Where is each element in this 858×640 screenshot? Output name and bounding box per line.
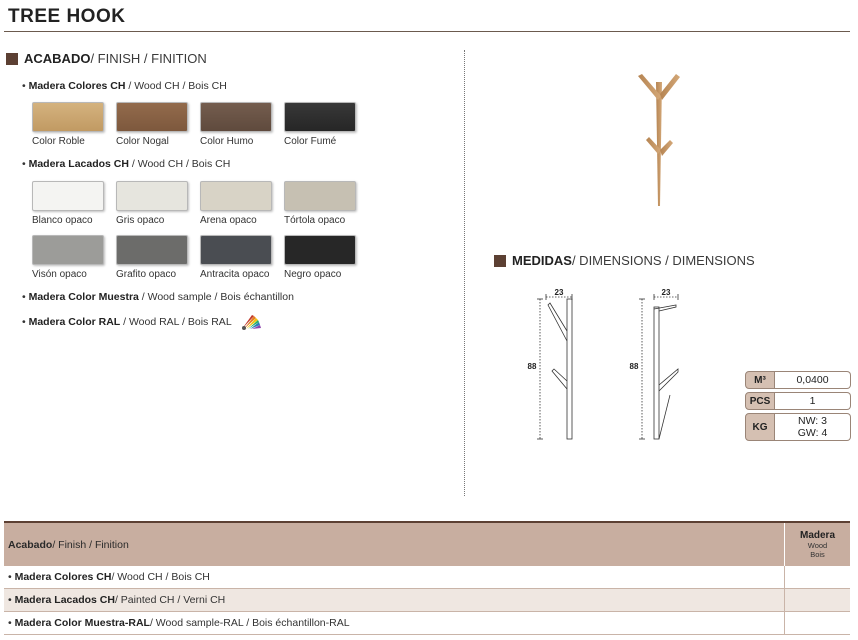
table-cell: • Madera Color Muestra-RAL / Wood sample-RAL / Bois échantillon-RAL — [8, 617, 350, 629]
dimensions-heading — [494, 253, 755, 268]
dimensions-heading-bold: MEDIDAS — [512, 253, 572, 268]
finish-heading — [6, 51, 207, 66]
table-cell-wood — [784, 589, 850, 611]
ral-bullet: • Madera Color RAL / Wood RAL / Bois RAL — [22, 316, 232, 328]
page-title: TREE HOOK — [8, 6, 126, 27]
swatch-blanco-opaco[interactable] — [32, 181, 106, 226]
finish-heading-bold: ACABADO — [24, 51, 91, 66]
ral-color-fan-icon — [240, 311, 264, 331]
table-header — [4, 523, 850, 566]
section-square-icon — [494, 255, 506, 267]
swatch-color-roble[interactable] — [32, 102, 106, 147]
spec-table — [745, 371, 851, 444]
spec-row-kg — [745, 413, 851, 441]
row-rest: / Painted CH / Verni CH — [114, 594, 226, 606]
spec-value — [775, 413, 851, 441]
swatch-label: Gris opaco — [116, 215, 165, 226]
table-cell: • Madera Colores CH / Wood CH / Bois CH — [8, 571, 210, 583]
dimension-drawing — [520, 285, 700, 445]
sample-bullet: • Madera Color Muestra / Wood sample / Bois échantillon — [22, 291, 294, 303]
table-header-finish — [4, 523, 784, 566]
spec-value-line: 0,0400 — [796, 374, 829, 386]
dimensions-heading-rest: / DIMENSIONS / DIMENSIONS — [571, 253, 755, 268]
table-cell: • Madera Lacados CH / Painted CH / Verni CH — [8, 594, 226, 606]
row-rest: / Wood CH / Bois CH — [111, 571, 210, 583]
sample-rest: / Wood sample / Bois échantillon — [138, 291, 294, 303]
swatch-label: Antracita opaco — [200, 269, 270, 280]
spec-value — [775, 371, 851, 389]
ral-bold: Madera Color RAL — [28, 316, 121, 328]
col-main-label: Madera — [799, 530, 835, 541]
swatch-label: Arena opaco — [200, 215, 257, 226]
side-view — [639, 294, 678, 439]
spec-key: PCS — [745, 392, 775, 410]
spec-value-line: NW: 3 — [798, 415, 827, 427]
swatch-label: Blanco opaco — [32, 215, 93, 226]
front-view — [537, 294, 572, 439]
section-square-icon — [6, 53, 18, 65]
swatch-chip — [284, 102, 356, 132]
table-header-wood — [784, 523, 850, 566]
lacquered-bullet: • Madera Lacados CH / Wood CH / Bois CH — [22, 158, 231, 170]
spec-key: M³ — [745, 371, 775, 389]
finish-heading-rest: / FINISH / FINITION — [90, 51, 207, 66]
swatch-chip — [32, 235, 104, 265]
swatch-vison-opaco[interactable] — [32, 235, 106, 280]
wood-colors-bold: Madera Colores CH — [28, 80, 126, 92]
table-header-bold: Acabado — [8, 538, 53, 551]
swatch-chip — [32, 181, 104, 211]
swatch-chip — [200, 235, 272, 265]
swatch-gris-opaco[interactable] — [116, 181, 190, 226]
side-height-label: 88 — [629, 362, 639, 371]
swatch-label: Color Humo — [200, 136, 254, 147]
lacquered-bold: Madera Lacados CH — [28, 158, 129, 170]
swatch-label: Color Roble — [32, 136, 85, 147]
column-divider — [464, 50, 465, 496]
row-rest: / Wood sample-RAL / Bois échantillon-RAL — [149, 617, 350, 629]
col-sub-label: Wood — [807, 541, 828, 550]
spec-value-line: GW: 4 — [797, 427, 828, 439]
table-cell-wood — [784, 566, 850, 588]
swatch-chip — [284, 181, 356, 211]
table-row — [4, 612, 850, 635]
finish-table — [4, 521, 850, 635]
swatch-label: Color Nogal — [116, 136, 169, 147]
front-height-label: 88 — [527, 362, 537, 371]
front-width-label: 23 — [554, 288, 564, 297]
swatch-arena-opaco[interactable] — [200, 181, 274, 226]
swatch-chip — [116, 235, 188, 265]
spec-row-m3 — [745, 371, 851, 389]
swatch-color-nogal[interactable] — [116, 102, 190, 147]
lacquered-rest: / Wood CH / Bois CH — [128, 158, 231, 170]
swatch-color-humo[interactable] — [200, 102, 274, 147]
product-photo — [620, 70, 700, 210]
title-divider — [4, 31, 850, 32]
swatch-antracita-opaco[interactable] — [200, 235, 274, 280]
wood-colors-bullet: • Madera Colores CH / Wood CH / Bois CH — [22, 80, 227, 92]
swatch-grafito-opaco[interactable] — [116, 235, 190, 280]
swatch-label: Grafito opaco — [116, 269, 177, 280]
ral-rest: / Wood RAL / Bois RAL — [120, 316, 232, 328]
swatch-negro-opaco[interactable] — [284, 235, 358, 280]
row-bold: Madera Colores CH — [14, 571, 112, 583]
table-row — [4, 589, 850, 612]
spec-value-line: 1 — [809, 395, 816, 407]
table-row — [4, 566, 850, 589]
swatch-chip — [200, 102, 272, 132]
table-header-rest: / Finish / Finition — [52, 538, 129, 551]
swatch-label: Tórtola opaco — [284, 215, 346, 226]
wood-colors-rest: / Wood CH / Bois CH — [125, 80, 227, 92]
table-cell-wood — [784, 612, 850, 634]
spec-key: KG — [745, 413, 775, 441]
spec-value — [775, 392, 851, 410]
swatch-color-fume[interactable] — [284, 102, 358, 147]
swatch-tortola-opaco[interactable] — [284, 181, 358, 226]
side-width-label: 23 — [661, 288, 671, 297]
swatch-chip — [32, 102, 104, 132]
swatch-chip — [284, 235, 356, 265]
swatch-chip — [116, 102, 188, 132]
swatch-chip — [200, 181, 272, 211]
col-sub-label: Bois — [810, 550, 825, 559]
swatch-label: Color Fumé — [284, 136, 337, 147]
swatch-label: Negro opaco — [284, 269, 342, 280]
row-bold: Madera Color Muestra-RAL — [14, 617, 150, 629]
swatch-label: Visón opaco — [32, 269, 87, 280]
sample-bold: Madera Color Muestra — [28, 291, 139, 303]
spec-row-pcs — [745, 392, 851, 410]
swatch-chip — [116, 181, 188, 211]
row-bold: Madera Lacados CH — [14, 594, 115, 606]
